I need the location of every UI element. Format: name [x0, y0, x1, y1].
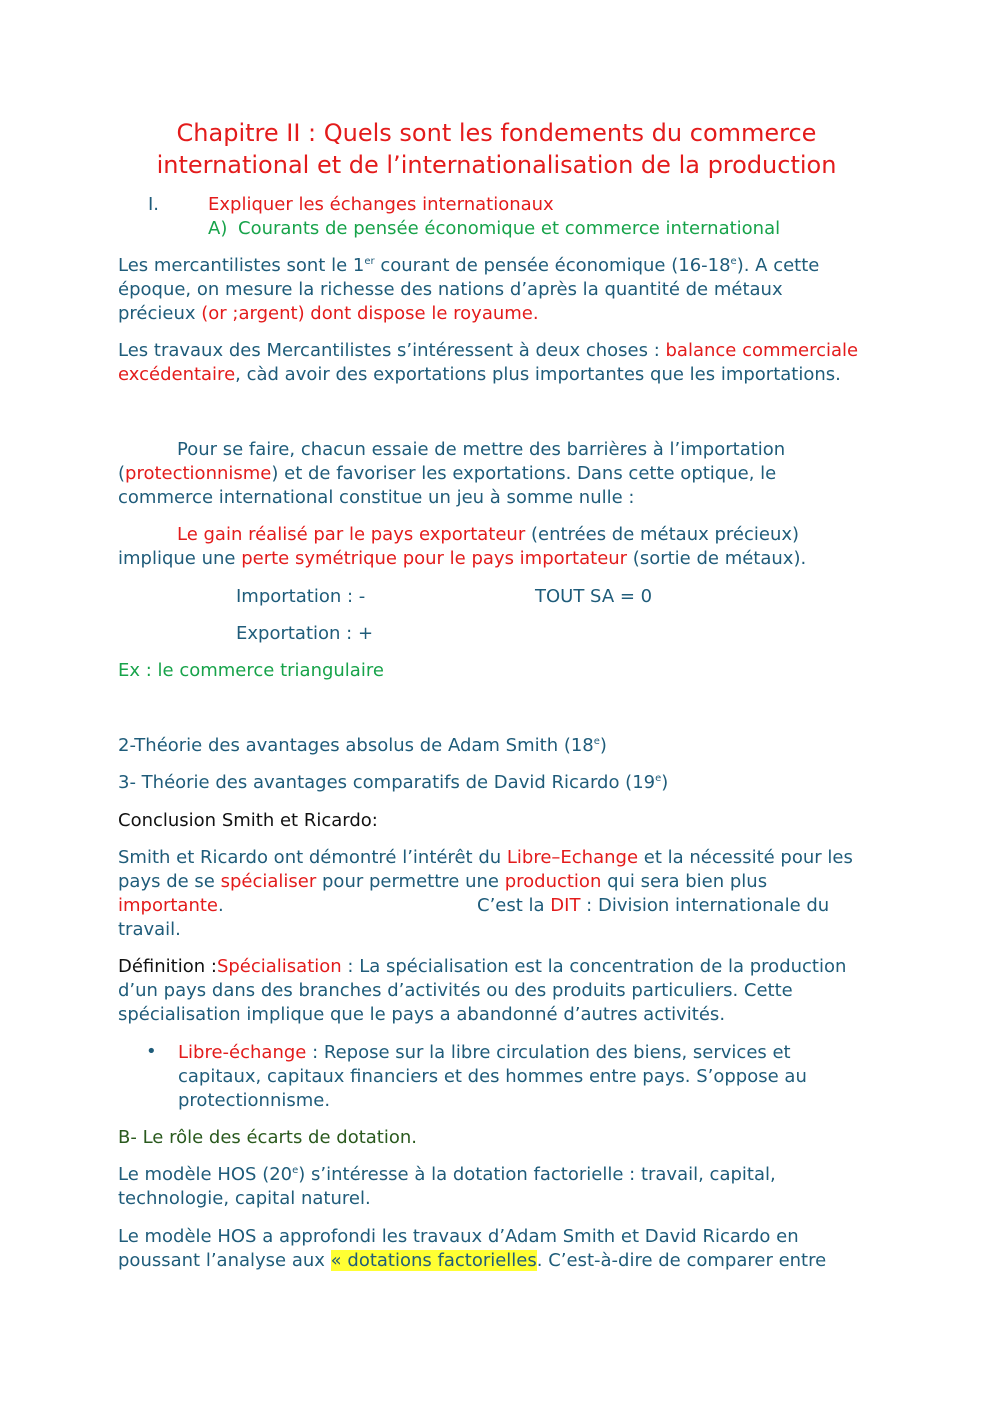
section-b-heading: B- Le rôle des écarts de dotation. — [118, 1127, 417, 1148]
conclusion-line2 — [118, 870, 767, 894]
text: Smith et Ricardo ont démontré l’intérêt du — [118, 847, 507, 868]
hos2-line1: Le modèle HOS a approfondi les travaux d’Adam Smith et David Ricardo en — [118, 1226, 799, 1247]
text: ) et de favoriser les exportations. Dans cette optique, le — [271, 463, 777, 484]
highlight-text: (or ;argent) dont dispose le royaume. — [201, 303, 539, 324]
text: Définition : — [118, 956, 217, 977]
text: Les mercantilistes sont le 1 — [118, 255, 365, 276]
text: qui sera bien plus — [601, 871, 768, 892]
text: ) — [599, 735, 607, 756]
chapter-title-line2: international et de l’internationalisation de la production — [156, 151, 837, 179]
highlight-text: production — [504, 871, 602, 892]
text: : La spécialisation est la concentration de la production — [341, 956, 847, 977]
highlight-text: DIT — [550, 895, 581, 916]
text: . — [218, 895, 224, 916]
definition-line1 — [118, 955, 846, 979]
import-label: Importation : - — [236, 586, 366, 607]
paragraph-trade-balance-line1 — [118, 339, 858, 363]
total-label: TOUT SA = 0 — [535, 586, 653, 607]
paragraph-mercantilists-line3 — [118, 302, 539, 326]
text: ) — [661, 772, 669, 793]
definition-line2: d’un pays dans des branches d’activités ou des produits particuliers. Cette — [118, 980, 793, 1001]
chapter-title-line1: Chapitre II : Quels sont les fondements du commerce — [176, 119, 817, 147]
text: 3- Théorie des avantages comparatifs de David Ricardo (19 — [118, 772, 656, 793]
paragraph-protectionism-line1: Pour se faire, chacun essaie de mettre des barrières à l’importation — [177, 439, 786, 460]
text: poussant l’analyse aux — [118, 1250, 331, 1271]
text: (entrées de métaux précieux) — [525, 524, 800, 545]
superscript: e — [292, 1165, 299, 1176]
highlight-text: Libre–Echange — [506, 847, 639, 868]
subheading: Courants de pensée économique et commerce international — [238, 218, 781, 239]
text: . C’est-à-dire de comparer entre — [536, 1250, 827, 1271]
text: C’est la — [477, 895, 551, 916]
highlight-text: spécialiser — [220, 871, 317, 892]
text: pays de se — [118, 871, 221, 892]
highlight-text: Spécialisation — [216, 956, 342, 977]
chapter-title — [100, 117, 893, 181]
text: pour permettre une — [316, 871, 505, 892]
subheading-number: A) — [208, 218, 228, 239]
outline-number: I. — [148, 194, 160, 215]
text: (sortie de métaux). — [627, 548, 807, 569]
text: 2-Théorie des avantages absolus de Adam Smith (18 — [118, 735, 594, 756]
example-text: Ex : le commerce triangulaire — [118, 660, 384, 681]
theory-smith — [118, 734, 607, 758]
highlight-text: balance commerciale — [665, 340, 859, 361]
outline-heading: Expliquer les échanges internationaux — [208, 194, 554, 215]
text: , càd avoir des exportations plus importantes que les importations. — [235, 364, 841, 385]
highlight-text: perte symétrique pour le pays importateur — [241, 548, 628, 569]
text: Les travaux des Mercantilistes s’intéressent à deux choses : — [118, 340, 666, 361]
text: et la nécessité pour les — [638, 847, 853, 868]
hos-line1 — [118, 1163, 776, 1187]
definition-line3: spécialisation implique que le pays a abandonné d’autres activités. — [118, 1004, 726, 1025]
text: ). A cette — [736, 255, 820, 276]
superscript: e — [730, 256, 737, 267]
text: courant de pensée économique (16-18 — [374, 255, 731, 276]
bullet-line3: protectionnisme. — [178, 1090, 331, 1111]
paragraph-zero-sum-line1 — [177, 523, 799, 547]
text: ( — [118, 463, 126, 484]
conclusion-line3-right — [477, 894, 829, 918]
paragraph-mercantilists-line1 — [118, 254, 819, 278]
superscript: e — [593, 736, 600, 747]
text: : Division internationale du — [580, 895, 830, 916]
conclusion-title: Conclusion Smith et Ricardo: — [118, 810, 378, 831]
paragraph-protectionism-line3: commerce international constitue un jeu à somme nulle : — [118, 487, 635, 508]
highlight-text: Le gain réalisé par le pays exportateur — [177, 524, 526, 545]
export-label: Exportation : + — [236, 623, 374, 644]
highlight-text: importante — [118, 895, 219, 916]
hos2-line2 — [118, 1249, 826, 1273]
conclusion-line1 — [118, 846, 853, 870]
text: ) s’intéresse à la dotation factorielle : travail, capital, — [298, 1164, 776, 1185]
bullet-line1 — [178, 1041, 791, 1065]
bullet-line2: capitaux, capitaux financiers et des hommes entre pays. S’oppose au — [178, 1066, 807, 1087]
superscript: er — [364, 256, 375, 267]
hos-line2: technologie, capital naturel. — [118, 1188, 371, 1209]
text: implique une — [118, 548, 242, 569]
highlight-text: excédentaire — [118, 364, 236, 385]
text: précieux — [118, 303, 202, 324]
highlight-text: protectionnisme — [125, 463, 272, 484]
paragraph-zero-sum-line2 — [118, 547, 806, 571]
paragraph-mercantilists-line2: époque, on mesure la richesse des nations d’après la quantité de métaux — [118, 279, 783, 300]
bullet-icon: • — [146, 1041, 157, 1062]
text: Le modèle HOS (20 — [118, 1164, 293, 1185]
paragraph-protectionism-line2 — [118, 462, 776, 486]
conclusion-line4: travail. — [118, 919, 181, 940]
theory-ricardo — [118, 771, 668, 795]
highlighted-term: « dotations factorielles — [330, 1250, 537, 1271]
paragraph-trade-balance-line2 — [118, 363, 841, 387]
conclusion-line3-left — [118, 894, 224, 918]
highlight-text: Libre-échange — [178, 1042, 307, 1063]
superscript: e — [655, 773, 662, 784]
text: : Repose sur la libre circulation des biens, services et — [306, 1042, 791, 1063]
